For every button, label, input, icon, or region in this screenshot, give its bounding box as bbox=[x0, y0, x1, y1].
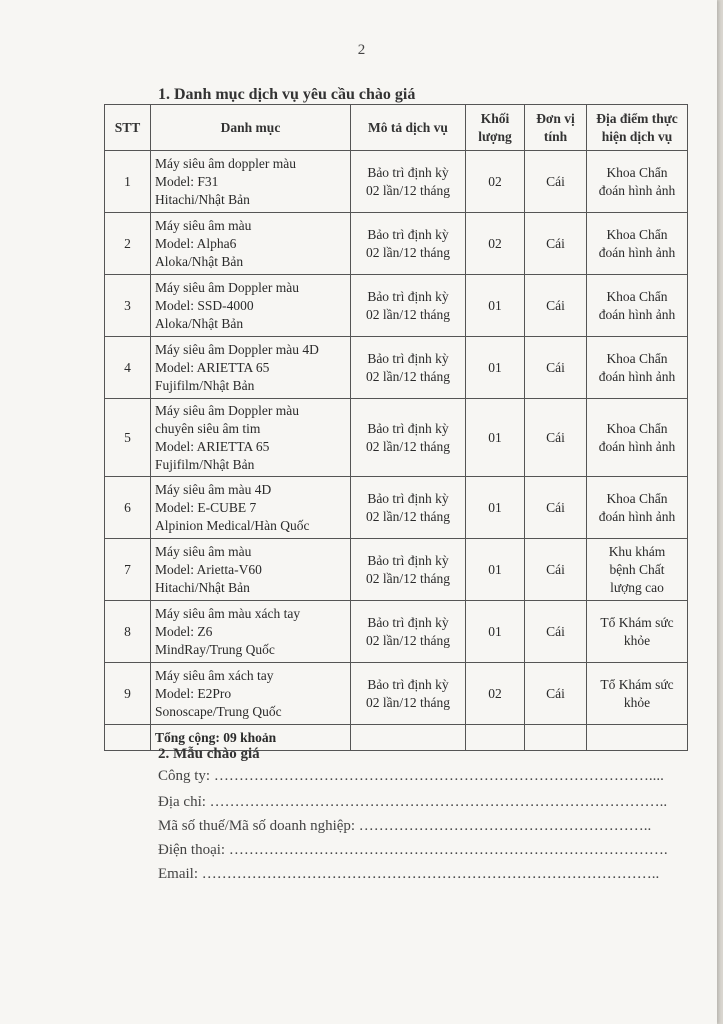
table-row bbox=[105, 539, 688, 601]
cell-name bbox=[151, 151, 351, 213]
cell-name-line: Hitachi/Nhật Bản bbox=[155, 579, 250, 595]
section1-title: 1. Danh mục dịch vụ yêu cầu chào giá bbox=[158, 86, 416, 103]
cell-location-line: lượng cao bbox=[610, 579, 664, 595]
cell-location-line: khỏe bbox=[623, 632, 651, 648]
cell-stt: 2 bbox=[105, 213, 151, 275]
cell-quantity: 02 bbox=[466, 213, 525, 275]
cell-location-line: Khoa Chẩn bbox=[606, 350, 668, 366]
table-row bbox=[105, 663, 688, 725]
cell-name-line: Model: Arietta-V60 bbox=[155, 561, 262, 577]
header-mo-ta: Mô tả dịch vụ bbox=[351, 105, 466, 151]
cell-stt: 3 bbox=[105, 275, 151, 337]
cell-description-line: Bảo trì định kỳ bbox=[367, 420, 449, 436]
cell-location-line: Khoa Chẩn bbox=[606, 226, 668, 242]
cell-location-line: đoán hình ảnh bbox=[598, 182, 676, 198]
cell-name-line: Hitachi/Nhật Bản bbox=[155, 191, 250, 207]
header-dia-diem: Địa điểm thực hiện dịch vụ bbox=[587, 105, 688, 151]
table-row bbox=[105, 601, 688, 663]
cell-stt: 5 bbox=[105, 399, 151, 477]
cell-stt: 9 bbox=[105, 663, 151, 725]
cell-name-line: Fujifilm/Nhật Bản bbox=[155, 456, 255, 472]
table-row bbox=[105, 213, 688, 275]
cell-name-line: Aloka/Nhật Bản bbox=[155, 315, 244, 331]
cell-name bbox=[151, 477, 351, 539]
cell-name-line: Máy siêu âm màu xách tay bbox=[155, 605, 301, 621]
cell-location-line: đoán hình ảnh bbox=[598, 438, 676, 454]
cell-location-line: đoán hình ảnh bbox=[598, 508, 676, 524]
cell-description bbox=[351, 477, 466, 539]
cell-name-line: Máy siêu âm màu 4D bbox=[155, 481, 272, 497]
cell-quantity: 01 bbox=[466, 601, 525, 663]
cell-location-line: Khoa Chẩn bbox=[606, 490, 668, 506]
cell-unit: Cái bbox=[525, 539, 587, 601]
cell-name-line: Máy siêu âm Doppler màu 4D bbox=[155, 341, 319, 357]
cell-location-line: bệnh Chất bbox=[609, 561, 665, 577]
cell-location-line: Tổ Khám sức bbox=[600, 614, 674, 630]
cell-name-line: Model: E-CUBE 7 bbox=[155, 499, 257, 515]
cell-name-line: Aloka/Nhật Bản bbox=[155, 253, 244, 269]
cell-name bbox=[151, 337, 351, 399]
cell-description-line: 02 lần/12 tháng bbox=[366, 182, 450, 198]
cell-description bbox=[351, 663, 466, 725]
total-empty-cell bbox=[466, 725, 525, 751]
cell-name-line: Model: F31 bbox=[155, 173, 219, 189]
cell-description-line: Bảo trì định kỳ bbox=[367, 350, 449, 366]
cell-name-line: Model: E2Pro bbox=[155, 685, 232, 701]
cell-name-line: Model: ARIETTA 65 bbox=[155, 438, 270, 454]
cell-description-line: 02 lần/12 tháng bbox=[366, 694, 450, 710]
total-empty-cell bbox=[525, 725, 587, 751]
table-row bbox=[105, 399, 688, 477]
cell-location bbox=[587, 275, 688, 337]
header-stt: STT bbox=[105, 105, 151, 151]
cell-name-line: Máy siêu âm xách tay bbox=[155, 667, 274, 683]
cell-name bbox=[151, 539, 351, 601]
cell-description-line: 02 lần/12 tháng bbox=[366, 632, 450, 648]
cell-location-line: Khoa Chẩn bbox=[606, 288, 668, 304]
cell-description-line: 02 lần/12 tháng bbox=[366, 306, 450, 322]
cell-location bbox=[587, 539, 688, 601]
cell-description bbox=[351, 539, 466, 601]
form-field-line: Mã số thuế/Mã số doanh nghiệp: ………………………………………………….. bbox=[158, 818, 652, 834]
cell-location-line: đoán hình ảnh bbox=[598, 368, 676, 384]
cell-description-line: 02 lần/12 tháng bbox=[366, 438, 450, 454]
cell-description-line: 02 lần/12 tháng bbox=[366, 244, 450, 260]
cell-quantity: 01 bbox=[466, 477, 525, 539]
cell-quantity: 02 bbox=[466, 663, 525, 725]
cell-location-line: đoán hình ảnh bbox=[598, 306, 676, 322]
cell-location bbox=[587, 337, 688, 399]
table-body bbox=[105, 151, 688, 751]
cell-unit: Cái bbox=[525, 601, 587, 663]
table-row bbox=[105, 477, 688, 539]
cell-location bbox=[587, 399, 688, 477]
cell-name bbox=[151, 275, 351, 337]
cell-description bbox=[351, 337, 466, 399]
cell-stt: 8 bbox=[105, 601, 151, 663]
cell-description-line: 02 lần/12 tháng bbox=[366, 368, 450, 384]
cell-stt: 4 bbox=[105, 337, 151, 399]
cell-description-line: 02 lần/12 tháng bbox=[366, 570, 450, 586]
cell-name-line: Fujifilm/Nhật Bản bbox=[155, 377, 255, 393]
cell-name-line: Sonoscape/Trung Quốc bbox=[155, 703, 282, 719]
cell-stt: 1 bbox=[105, 151, 151, 213]
form-field-line: Công ty: …………………………………………………………………………….... bbox=[158, 768, 664, 784]
page-number: 2 bbox=[357, 42, 366, 58]
cell-quantity: 01 bbox=[466, 399, 525, 477]
cell-description-line: 02 lần/12 tháng bbox=[366, 508, 450, 524]
cell-location-line: Tổ Khám sức bbox=[600, 676, 674, 692]
header-danh-muc: Danh mục bbox=[151, 105, 351, 151]
cell-name-line: Máy siêu âm màu bbox=[155, 543, 252, 559]
cell-name-line: Máy siêu âm màu bbox=[155, 217, 252, 233]
cell-description-line: Bảo trì định kỳ bbox=[367, 676, 449, 692]
cell-name bbox=[151, 213, 351, 275]
cell-name-line: Alpinion Medical/Hàn Quốc bbox=[155, 517, 310, 533]
cell-location bbox=[587, 601, 688, 663]
cell-description-line: Bảo trì định kỳ bbox=[367, 226, 449, 242]
cell-stt: 6 bbox=[105, 477, 151, 539]
cell-location bbox=[587, 213, 688, 275]
cell-stt: 7 bbox=[105, 539, 151, 601]
cell-name bbox=[151, 399, 351, 477]
cell-quantity: 01 bbox=[466, 539, 525, 601]
cell-name-line: Model: Z6 bbox=[155, 623, 213, 639]
cell-description-line: Bảo trì định kỳ bbox=[367, 490, 449, 506]
form-field-line: Điện thoại: ……………………………………………………………………………. bbox=[158, 842, 668, 858]
form-field-line: Email: ……………………………………………………………………………….. bbox=[158, 866, 660, 882]
cell-quantity: 02 bbox=[466, 151, 525, 213]
total-label: Tổng cộng: 09 khoản bbox=[151, 725, 351, 751]
cell-name-line: Model: Alpha6 bbox=[155, 235, 237, 251]
cell-name-line: Model: ARIETTA 65 bbox=[155, 359, 270, 375]
cell-description bbox=[351, 275, 466, 337]
cell-location-line: khỏe bbox=[623, 694, 651, 710]
cell-description bbox=[351, 213, 466, 275]
cell-unit: Cái bbox=[525, 399, 587, 477]
cell-description bbox=[351, 601, 466, 663]
cell-unit: Cái bbox=[525, 275, 587, 337]
cell-name-line: Máy siêu âm doppler màu bbox=[155, 155, 296, 171]
cell-name-line: MindRay/Trung Quốc bbox=[155, 641, 275, 657]
cell-quantity: 01 bbox=[466, 337, 525, 399]
cell-location-line: đoán hình ảnh bbox=[598, 244, 676, 260]
total-empty-cell bbox=[105, 725, 151, 751]
cell-description bbox=[351, 151, 466, 213]
cell-location bbox=[587, 151, 688, 213]
cell-unit: Cái bbox=[525, 151, 587, 213]
cell-location bbox=[587, 663, 688, 725]
cell-name-line: Máy siêu âm Doppler màu bbox=[155, 402, 299, 418]
section2-title: 2. Mẫu chào giá bbox=[158, 746, 260, 762]
cell-name bbox=[151, 663, 351, 725]
cell-description-line: Bảo trì định kỳ bbox=[367, 614, 449, 630]
total-empty-cell bbox=[587, 725, 688, 751]
service-table bbox=[104, 104, 688, 751]
cell-location-line: Khoa Chẩn bbox=[606, 420, 668, 436]
cell-unit: Cái bbox=[525, 337, 587, 399]
cell-location-line: Khu khám bbox=[608, 543, 666, 559]
cell-location bbox=[587, 477, 688, 539]
header-khoi-luong: Khối lượng bbox=[466, 105, 525, 151]
cell-description-line: Bảo trì định kỳ bbox=[367, 288, 449, 304]
header-don-vi: Đơn vị tính bbox=[525, 105, 587, 151]
cell-description-line: Bảo trì định kỳ bbox=[367, 552, 449, 568]
table-row bbox=[105, 151, 688, 213]
cell-description-line: Bảo trì định kỳ bbox=[367, 164, 449, 180]
cell-name-line: Máy siêu âm Doppler màu bbox=[155, 279, 299, 295]
form-field-line: Địa chỉ: ……………………………………………………………………………….. bbox=[158, 794, 668, 810]
cell-unit: Cái bbox=[525, 477, 587, 539]
table-header-row bbox=[105, 105, 688, 151]
cell-name bbox=[151, 601, 351, 663]
cell-quantity: 01 bbox=[466, 275, 525, 337]
cell-name-line: Model: SSD-4000 bbox=[155, 297, 254, 313]
table-row bbox=[105, 275, 688, 337]
cell-unit: Cái bbox=[525, 663, 587, 725]
total-empty-cell bbox=[351, 725, 466, 751]
cell-unit: Cái bbox=[525, 213, 587, 275]
cell-description bbox=[351, 399, 466, 477]
cell-location-line: Khoa Chẩn bbox=[606, 164, 668, 180]
cell-name-line: chuyên siêu âm tim bbox=[155, 420, 261, 436]
table-row bbox=[105, 337, 688, 399]
